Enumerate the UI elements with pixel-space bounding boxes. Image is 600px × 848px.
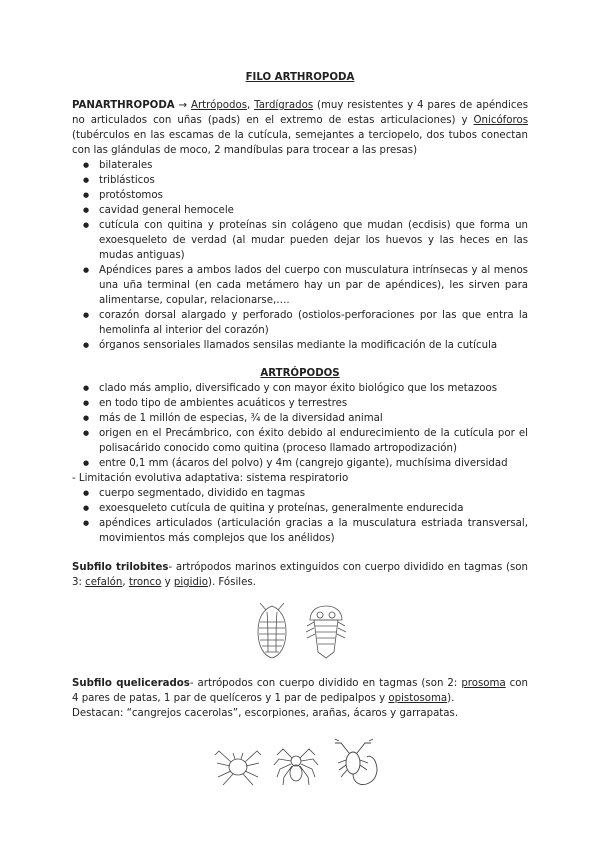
- trilobite-drawing: [252, 602, 292, 662]
- list-item: ● cutícula con quitina y proteínas sin colágeno que mudan (ecdisis) que forma un exoesqueleto de verdad (al mudar pueden dejar los huevos y las heces en las mudas antiguas): [72, 218, 528, 263]
- artropodos-term: Artrópodos: [190, 100, 248, 111]
- list-item: ● cuerpo segmentado, dividido en tagmas: [72, 486, 528, 501]
- list-item: ● clado más amplio, diversificado y con mayor éxito biológico que los metazoos: [72, 381, 528, 396]
- prosoma-term: prosoma: [461, 678, 506, 689]
- panarthropoda-term: PANARTHROPODA: [72, 100, 175, 111]
- cefalon-term: cefalón: [85, 577, 123, 588]
- list-item: ● origen en el Precámbrico, con éxito debido al endurecimiento de la cutícula por el polisacárido conocido como quitina (proceso llamado artropodización): [72, 426, 528, 456]
- tardigrados-term: Tardígrados: [254, 100, 314, 111]
- list-item: ● protóstomos: [72, 188, 528, 203]
- tick-drawing: [213, 743, 263, 789]
- trilobite-fossil-drawing: [304, 602, 348, 662]
- artropodos-heading: ARTRÓPODOS: [260, 368, 340, 379]
- quelicerados-description: - artrópodos con cuerpo dividido en tagmas (son 2:: [189, 678, 462, 689]
- quelicerados-examples: Destacan: “cangrejos cacerolas”, escorpiones, arañas, ácaros y garrapatas.: [72, 708, 459, 719]
- opistosoma-term: opistosoma: [388, 693, 448, 704]
- trilobite-figures: [72, 602, 528, 662]
- list-item: ● triblásticos: [72, 173, 528, 188]
- chelicerate-figures: [72, 729, 528, 789]
- quelicerados-paragraph: Subfilo quelicerados- artrópodos con cuerpo dividido en tagmas (son 2: prosoma con 4 pares de patas, 1 par de quelíceros y 1 par de pedipalpos y opistosoma).: [72, 678, 528, 704]
- list-item: ● apéndices articulados (articulación gracias a la musculatura estriada transversal, movimientos más complejos que los anélidos): [72, 516, 528, 546]
- list-item: ● en todo tipo de ambientes acuáticos y terrestres: [72, 396, 528, 411]
- artropodos-features-list: [72, 486, 528, 546]
- trilobites-paragraph: Subfilo trilobites- artrópodos marinos extinguidos con cuerpo dividido en tagmas (son 3: cefalón, tronco y pigidio). Fósiles.: [72, 562, 528, 588]
- limitation-text: - Limitación evolutiva adaptativa: sistema respiratorio: [72, 473, 349, 484]
- list-item: ● Apéndices pares a ambos lados del cuerpo con musculatura intrínsecas y al menos una uña terminal (en cada metámero hay un par de apéndices), les sirven para alimentarse, copular, relacionarse,….: [72, 263, 528, 308]
- list-item: ● órganos sensoriales llamados sensilas mediante la modificación de la cutícula: [72, 338, 528, 353]
- scorpion-drawing: [331, 733, 387, 789]
- list-item: ● corazón dorsal alargado y perforado (ostiolos-perforaciones por las que entra la hemolinfa al interior del corazón): [72, 308, 528, 338]
- list-item: ● más de 1 millón de especias, ¾ de la diversidad animal: [72, 411, 528, 426]
- list-item: ● cavidad general hemocele: [72, 203, 528, 218]
- artropodos-list: [72, 381, 528, 471]
- tardigrados-description: (muy resistentes y 4 pares de apéndices no articulados con uñas (pads) en el extremo de estas articulaciones) y: [72, 100, 529, 126]
- pigidio-term: pigidio: [173, 577, 208, 588]
- trilobites-term: Subfilo trilobites: [72, 562, 169, 573]
- spider-drawing: [271, 743, 321, 789]
- quelicerados-term: Subfilo quelicerados: [72, 678, 190, 689]
- trilobites-description: - artrópodos marinos extinguidos con cuerpo dividido en tagmas (son 3:: [72, 562, 528, 588]
- separator-text: ,: [247, 100, 255, 111]
- tronco-term: tronco: [128, 577, 162, 588]
- list-item: ● bilaterales: [72, 158, 528, 173]
- list-item: ● entre 0,1 mm (ácaros del polvo) y 4m (cangrejo gigante), muchísima diversidad: [72, 456, 528, 471]
- document-page: [72, 70, 528, 789]
- arrow-text: →: [174, 100, 191, 111]
- onicoforos-term: Onicóforos: [473, 115, 528, 126]
- onicoforos-description: (tubérculos en las escamas de la cutícula, semejantes a terciopelo, dos tubos conectan con las glándulas de moco, 2 mandíbulas para trocear a las presas): [72, 130, 528, 156]
- page-title: FILO ARTHROPODA: [245, 72, 355, 83]
- panarthropoda-list: [72, 158, 528, 353]
- list-item: ● exoesqueleto cutícula de quitina y proteínas, generalmente endurecida: [72, 501, 528, 516]
- panarthropoda-paragraph: [72, 98, 528, 158]
